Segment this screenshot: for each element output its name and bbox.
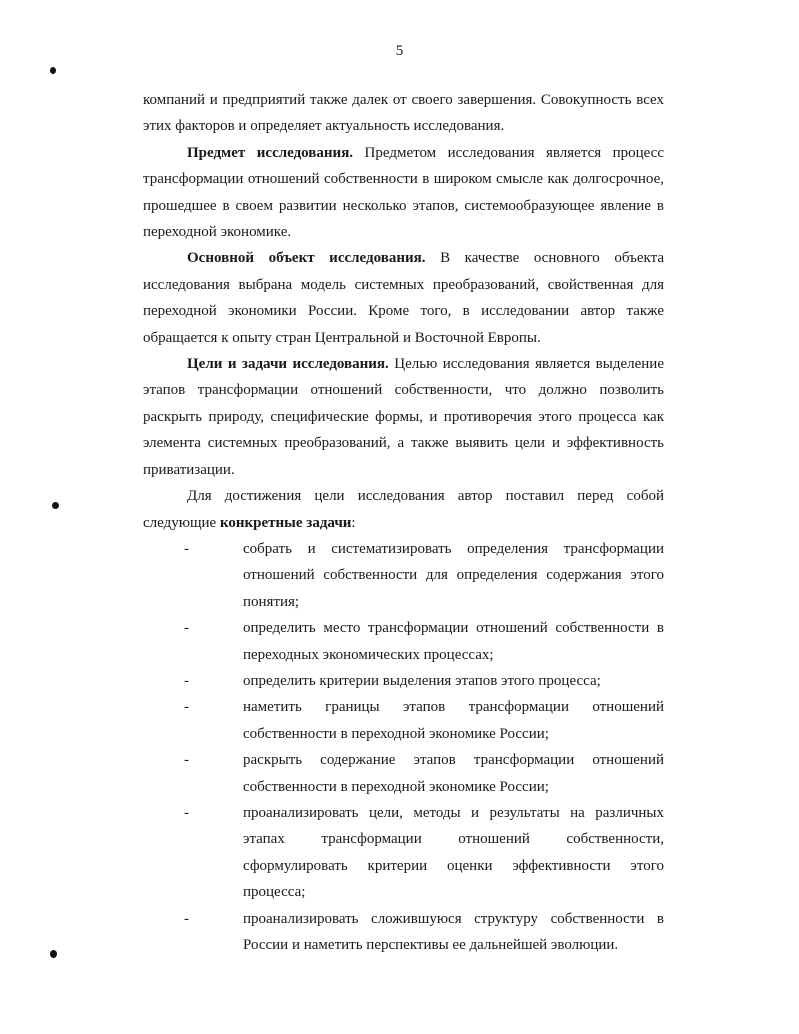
subject-paragraph xyxy=(143,140,664,246)
object-text: В качестве основного объекта исследования выбрана модель системных преобразований, свойственная для переходной экономики России. Кроме того, в исследовании автор также обращается к опыту стран Центральной и Восточной Европы. xyxy=(143,250,665,346)
list-item xyxy=(143,906,664,959)
goals-text: Целью исследования является выделение этапов трансформации отношений собственности, что должно позволить раскрыть природу, специфические формы, и противоречия этого процесса как элемента системных преобразований, а также выявить цели и эффективность приватизации. xyxy=(143,356,664,478)
list-item-text: проанализировать цели, методы и результаты на различных этапах трансформации отношений собственности, сформулировать критерии оценки эффективности этого процесса; xyxy=(243,804,664,901)
list-dash: - xyxy=(184,699,189,716)
tasks-intro-text: Для достижения цели исследования автор поставил перед собой следующие xyxy=(143,488,664,531)
subject-heading: Предмет исследования. xyxy=(187,144,354,161)
list-item xyxy=(143,668,664,694)
list-item xyxy=(143,800,664,906)
list-item-text: определить место трансформации отношений собственности в переходных экономических процессах; xyxy=(243,620,664,663)
list-item xyxy=(143,694,664,747)
list-item-text: раскрыть содержание этапов трансформации отношений собственности в переходной экономике России; xyxy=(243,752,664,795)
list-item xyxy=(143,747,664,800)
tasks-intro-bold: конкретные задачи xyxy=(219,514,352,531)
intro-paragraph: компаний и предприятий также далек от своего завершения. Совокупность всех этих факторов и определяет актуальность исследования. xyxy=(143,92,664,135)
tasks-intro-suffix: : xyxy=(351,514,356,531)
list-dash: - xyxy=(184,804,189,821)
list-dash: - xyxy=(184,540,189,557)
goals-heading: Цели и задачи исследования. xyxy=(187,356,389,373)
list-item xyxy=(143,615,664,668)
list-item-text: наметить границы этапов трансформации отношений собственности в переходной экономике России; xyxy=(243,699,664,742)
binding-hole-mark xyxy=(52,502,59,509)
object-paragraph xyxy=(143,245,664,351)
list-dash: - xyxy=(184,910,189,927)
subject-text: Предметом исследования является процесс трансформации отношений собственности в широком смысле как долгосрочное, прошедшее в своем развитии несколько этапов, системообразующее явление в переходной экономике. xyxy=(143,144,664,241)
list-item-text: проанализировать сложившуюся структуру собственности в России и наметить перспективы ее дальнейшей эволюции. xyxy=(243,910,664,953)
document-body xyxy=(143,87,664,958)
list-dash: - xyxy=(184,620,189,637)
list-item-text: определить критерии выделения этапов этого процесса; xyxy=(243,672,601,689)
list-dash: - xyxy=(184,672,189,689)
object-heading: Основной объект исследования. xyxy=(187,250,426,267)
page-number: 5 xyxy=(395,43,404,59)
list-item-text: собрать и систематизировать определения трансформации отношений собственности для определения содержания этого понятия; xyxy=(243,540,664,610)
tasks-list xyxy=(143,536,664,959)
tasks-intro-paragraph xyxy=(143,483,664,536)
list-dash: - xyxy=(184,752,189,769)
binding-hole-mark xyxy=(50,67,56,74)
binding-hole-mark xyxy=(50,950,57,958)
goals-paragraph xyxy=(143,351,664,483)
list-item xyxy=(143,536,664,615)
